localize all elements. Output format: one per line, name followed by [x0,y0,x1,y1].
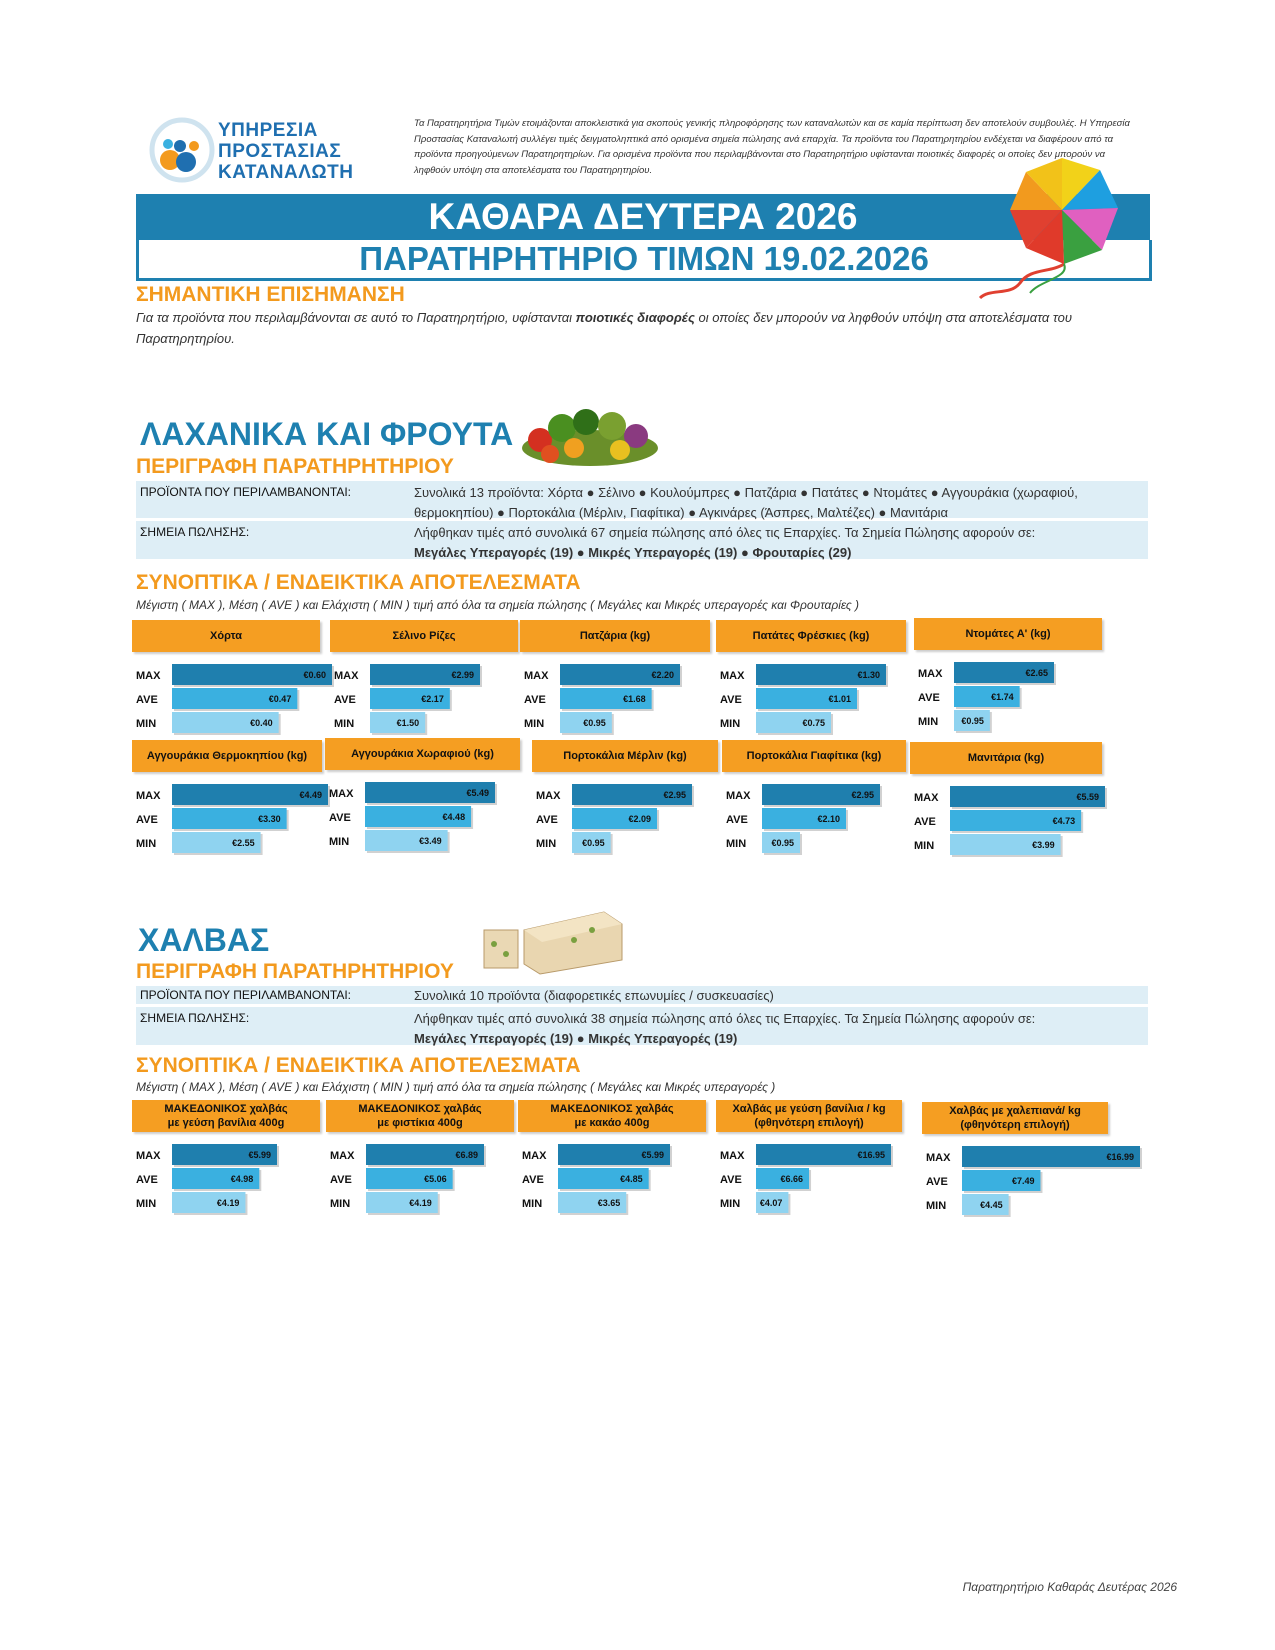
value-label: €2.17 [421,694,444,704]
category-label: MAX [334,670,359,682]
category-label: AVE [918,692,940,704]
chart-plot [910,780,1102,870]
section1-products-row [136,481,1148,518]
section1-desc-heading: ΠΕΡΙΓΡΑΦΗ ΠΑΡΑΤΗΡΗΤΗΡΙΟΥ [136,455,454,478]
category-label: MAX [720,1150,745,1162]
category-label: MIN [726,838,747,850]
price-chart [330,620,518,750]
value-label: €5.59 [1076,792,1099,802]
logo-text [218,120,353,183]
chart-plot [326,1138,514,1228]
chart-plot [922,1140,1134,1230]
category-label: AVE [720,694,742,706]
section2-title: ΧΑΛΒΑΣ [138,922,270,958]
products-label: ΠΡΟΪΟΝΤΑ ΠΟΥ ΠΕΡΙΛΑΜΒΑΝΟΝΤΑΙ: [140,988,351,1002]
category-label: MAX [329,788,354,800]
category-label: MIN [334,718,355,730]
value-label: €16.95 [857,1150,885,1160]
points-value-line2: Μεγάλες Υπεραγορές (19) ● Μικρές Υπεραγορές (19) [414,1031,738,1046]
category-label: MIN [136,718,157,730]
important-text-1: Για τα προϊόντα που περιλαμβάνονται σε αυτό το Παρατηρητήριο, υφίστανται [136,310,576,325]
category-label: MIN [524,718,545,730]
category-label: AVE [926,1176,948,1188]
price-chart [132,1100,320,1230]
logo [146,116,218,186]
chart-title: Μανιτάρια (kg) [910,742,1102,774]
value-label: €2.99 [451,670,474,680]
price-chart [722,740,906,870]
value-label: €16.99 [1106,1152,1134,1162]
chart-title: Χαλβάς με γεύση βανίλια / kg (φθηνότερη επιλογή) [716,1100,902,1132]
price-chart [520,620,710,750]
value-label: €6.66 [780,1174,804,1184]
value-label: €6.89 [455,1150,478,1160]
value-label: €4.98 [230,1174,254,1184]
category-label: MAX [536,790,561,802]
value-label: €5.99 [248,1150,271,1160]
category-label: AVE [524,694,546,706]
category-label: MAX [522,1150,547,1162]
chart-title: ΜΑΚΕΔΟΝΙΚΟΣ χαλβάς με κακάο 400g [518,1100,706,1132]
value-label: €2.95 [851,790,874,800]
price-chart [325,738,520,868]
chart-title: Πορτοκάλια Μέρλιν (kg) [532,740,718,772]
value-label: €0.47 [268,694,292,704]
value-label: €2.20 [651,670,674,680]
category-label: AVE [136,814,158,826]
category-label: AVE [334,694,356,706]
value-label: €4.85 [620,1174,643,1184]
chart-title: Σέλινο Ρίζες [330,620,518,652]
value-label: €5.06 [424,1174,447,1184]
chart-plot [132,658,326,748]
chart-title: ΜΑΚΕΔΟΝΙΚΟΣ χαλβάς με φιστίκια 400g [326,1100,514,1132]
value-label: €2.95 [663,790,686,800]
value-label: €4.49 [299,790,322,800]
points-value-line2: Μεγάλες Υπεραγορές (19) ● Μικρές Υπεραγορές (19) ● Φρουταρίες (29) [414,545,852,560]
chart-title: Πορτοκάλια Γιαφίτικα (kg) [722,740,906,772]
chart-title: Χόρτα [132,620,320,652]
value-label: €1.68 [623,694,646,704]
category-label: MIN [914,840,935,852]
important-text-bold: ποιοτικές διαφορές [575,310,695,325]
value-label: €1.50 [396,718,420,728]
value-label: €4.19 [409,1198,432,1208]
price-chart [716,1100,902,1230]
category-label: AVE [914,816,936,828]
price-chart [910,742,1102,872]
value-label: €4.45 [980,1200,1003,1210]
value-label: €4.07 [759,1198,783,1208]
category-label: AVE [136,1174,158,1186]
category-label: AVE [330,1174,352,1186]
chart-title: Αγγουράκια Θερμοκηπίου (kg) [132,740,322,772]
category-label: MAX [136,790,161,802]
section2-results-heading: ΣΥΝΟΠΤΙΚΑ / ΕΝΔΕΙΚΤΙΚΑ ΑΠΟΤΕΛΕΣΜΑΤΑ [136,1054,581,1077]
value-label: €1.30 [857,670,880,680]
category-label: MIN [330,1198,351,1210]
category-label: MIN [720,718,741,730]
category-label: MIN [536,838,557,850]
chart-title: Πατζάρια (kg) [520,620,710,652]
price-chart [914,618,1102,748]
chart-plot [330,658,518,748]
chart-plot [532,778,718,868]
value-label: €7.49 [1011,1176,1035,1186]
value-label: €0.60 [303,670,326,680]
value-label: €0.95 [582,838,605,848]
value-label: €2.65 [1025,668,1048,678]
products-label: ΠΡΟΪΟΝΤΑ ΠΟΥ ΠΕΡΙΛΑΜΒΑΝΟΝΤΑΙ: [140,485,351,499]
kite-image [1010,158,1130,308]
section2-points-row [136,1007,1148,1045]
value-label: €4.19 [216,1198,240,1208]
important-heading: ΣΗΜΑΝΤΙΚΗ ΕΠΙΣΗΜΑΝΣΗ [136,283,405,306]
value-label: €1.01 [828,694,851,704]
value-label: €5.99 [641,1150,664,1160]
chart-title: Πατάτες Φρέσκιες (kg) [716,620,906,652]
points-value [414,1009,1134,1049]
value-label: €0.95 [771,838,794,848]
chart-title: ΜΑΚΕΔΟΝΙΚΟΣ χαλβάς με γεύση βανίλια 400g [132,1100,320,1132]
category-label: MIN [329,836,350,848]
page-footer: Παρατηρητήριο Καθαράς Δευτέρας 2026 [962,1580,1177,1594]
logo-line-1: ΥΠΗΡΕΣΙΑ [218,120,318,141]
category-label: MIN [522,1198,543,1210]
points-label: ΣΗΜΕΙΑ ΠΩΛΗΣΗΣ: [140,1011,250,1025]
category-label: MAX [926,1152,951,1164]
category-label: MAX [330,1150,355,1162]
points-value [414,523,1134,563]
category-label: MAX [524,670,549,682]
logo-line-3: ΚΑΤΑΝΑΛΩΤΗ [218,162,354,183]
value-label: €3.30 [258,814,281,824]
value-label: €5.49 [466,788,489,798]
section2-results-note: Μέγιστη ( MAX ), Μέση ( AVE ) και Ελάχιστη ( MIN ) τιμή από όλα τα σημεία πώλησης ( Μεγάλες και Μικρές υπεραγορές ) [136,1080,776,1094]
price-chart [326,1100,514,1230]
category-label: AVE [136,694,158,706]
value-label: €0.40 [250,718,273,728]
category-label: MAX [136,1150,161,1162]
chart-plot [716,658,906,748]
category-label: AVE [522,1174,544,1186]
section1-points-row [136,521,1148,559]
price-chart [922,1102,1134,1232]
chart-plot [518,1138,706,1228]
important-text [136,307,1096,349]
halva-image [484,910,624,974]
chart-plot [716,1138,902,1228]
category-label: MAX [918,668,943,680]
important-text-2: οι οποίες δεν μπορούν να ληφθούν υπόψη στα αποτελέσματα του Παρατηρητηρίου. [136,310,1072,346]
category-label: AVE [720,1174,742,1186]
category-label: MAX [726,790,751,802]
value-label: €3.99 [1032,840,1055,850]
category-label: MIN [136,838,157,850]
price-chart [132,620,326,750]
section2-products-row [136,986,1148,1004]
chart-title: Ντομάτες Α' (kg) [914,618,1102,650]
chart-plot [325,776,520,866]
vegetables-image [520,398,660,468]
page-title: ΚΑΘΑΡΑ ΔΕΥΤΕΡΑ 2026 [136,194,1150,240]
category-label: MAX [720,670,745,682]
points-label: ΣΗΜΕΙΑ ΠΩΛΗΣΗΣ: [140,525,250,539]
category-label: MAX [914,792,939,804]
category-label: MIN [720,1198,741,1210]
section1-results-heading: ΣΥΝΟΠΤΙΚΑ / ΕΝΔΕΙΚΤΙΚΑ ΑΠΟΤΕΛΕΣΜΑΤΑ [136,571,581,594]
value-label: €1.74 [991,692,1014,702]
category-label: AVE [726,814,748,826]
points-value-line1: Λήφθηκαν τιμές από συνολικά 67 σημεία πώλησης από όλες τις Επαρχίες. Τα Σημεία Πώλησης αφορούν σε: [414,525,1036,540]
value-label: €3.65 [597,1198,621,1208]
value-label: €0.95 [583,718,606,728]
category-label: AVE [329,812,351,824]
price-chart [132,740,322,870]
logo-icon [146,116,218,186]
points-value-line1: Λήφθηκαν τιμές από συνολικά 38 σημεία πώλησης από όλες τις Επαρχίες. Τα Σημεία Πώλησης αφορούν σε: [414,1011,1036,1026]
section1-results-note: Μέγιστη ( MAX ), Μέση ( AVE ) και Ελάχιστη ( MIN ) τιμή από όλα τα σημεία πώλησης ( Μεγάλες και Μικρές υπεραγορές και Φρουταρίες ) [136,598,860,612]
value-label: €4.48 [442,812,466,822]
chart-title: Χαλβάς με χαλεπιανά/ kg (φθηνότερη επιλογή) [922,1102,1108,1134]
value-label: €0.75 [802,718,825,728]
chart-title: Αγγουράκια Χωραφιού (kg) [325,738,520,770]
value-label: €4.73 [1052,816,1076,826]
category-label: MAX [136,670,161,682]
page-subtitle: ΠΑΡΑΤΗΡΗΤΗΡΙΟ ΤΙΜΩΝ 19.02.2026 [136,240,1152,281]
chart-plot [520,658,710,748]
category-label: MIN [926,1200,947,1212]
section2-desc-heading: ΠΕΡΙΓΡΑΦΗ ΠΑΡΑΤΗΡΗΤΗΡΙΟΥ [136,960,454,983]
chart-plot [132,778,322,868]
category-label: MIN [136,1198,157,1210]
value-label: €2.10 [817,814,840,824]
chart-plot [914,656,1102,746]
products-value: Συνολικά 10 προϊόντα (διαφορετικές επωνυμίες / συσκευασίες) [414,988,774,1003]
chart-plot [722,778,906,868]
section1-title: ΛΑΧΑΝΙΚΑ ΚΑΙ ΦΡΟΥΤΑ [140,416,514,452]
price-chart [518,1100,706,1230]
chart-plot [132,1138,320,1228]
disclaimer: Τα Παρατηρητήρια Τιμών ετοιμάζονται αποκλειστικά για σκοπούς γενικής πληροφόρησης των καταναλωτών και σε καμία περίπτωση δεν αποτελούν συμβουλές. Η Υπηρεσία Προστασίας Καταναλωτή συλλέγει τιμές δειγματοληπτικά από ορισμένα σημεία πώλησης ανά επαρχία. Τα προϊόντα του Παρατηρητηρίου ενδέχεται να διαφέρουν από τα προϊόντα προηγούμενων Παρατηρητηρίων. Για ορισμένα προϊόντα που περιλαμβάνονται στο Παρατηρητήριο υφίστανται ποιοτικές διαφορές οι οποίες δεν μπορούν να ληφθούν υπόψη στα αποτελέσματα του Παρατηρητηρίου. [414,118,1130,176]
value-label: €2.55 [232,838,255,848]
value-label: €3.49 [419,836,442,846]
category-label: MIN [918,716,939,728]
price-chart [716,620,906,750]
value-label: €2.09 [628,814,652,824]
value-label: €0.95 [961,716,984,726]
logo-line-2: ΠΡΟΣΤΑΣΙΑΣ [218,141,342,162]
price-chart [532,740,718,870]
products-value: Συνολικά 13 προϊόντα: Χόρτα ● Σέλινο ● Κουλούμπρες ● Πατζάρια ● Πατάτες ● Ντομάτες ● Αγγουράκια (χωραφιού, θερμοκηπίου) ● Πορτοκάλια (Μέρλιν, Γιαφίτικα) ● Αγκινάρες (Άσπρες, Μαλτέζες) ● Μανιτάρια [414,485,1078,520]
category-label: AVE [536,814,558,826]
